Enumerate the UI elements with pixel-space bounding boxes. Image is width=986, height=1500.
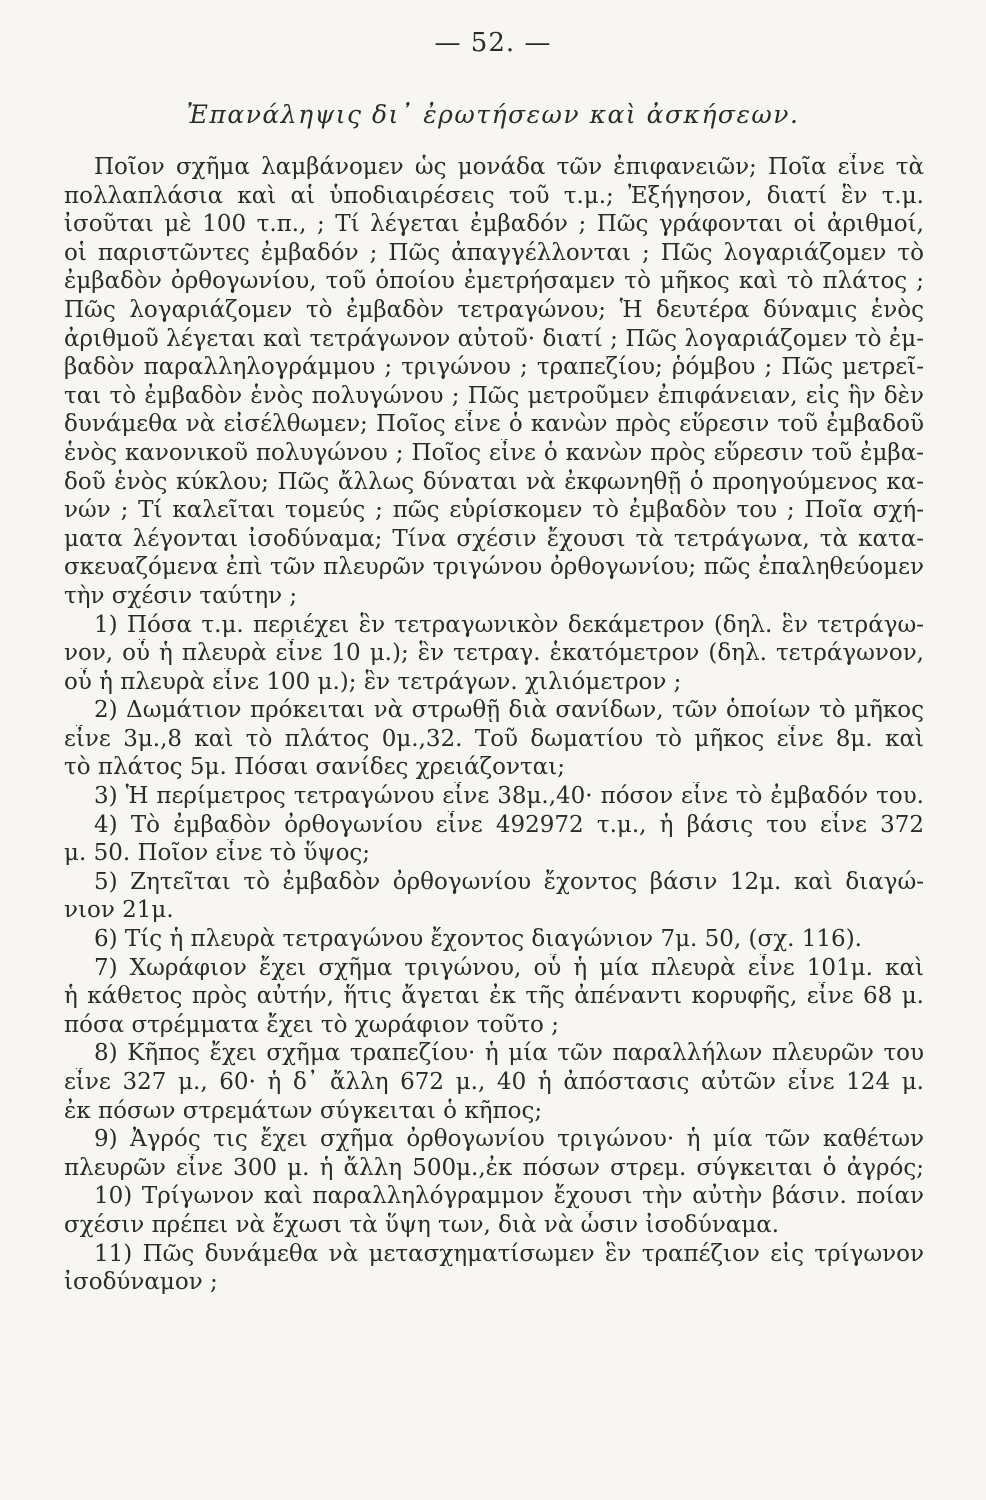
exercise-line: πόσα στρέμματα ἔχει τὸ χωράφιον τοῦτο ;: [64, 1011, 559, 1038]
exercise-line: 8) Κῆπος ἔχει σχῆμα τραπεζίου· ἡ μία τῶν παραλλήλων πλευρῶν του: [94, 1040, 924, 1067]
text-line: δυνάμεθα νὰ εἰσέλθωμεν; Ποῖος εἶνε ὁ κανὼν πρὸς εὕρεσιν τοῦ ἐμβαδοῦ: [64, 411, 924, 438]
text-line: ἑνὸς κανονικοῦ πολυγώνου ; Ποῖος εἶνε ὁ κανὼν πρὸς εὕρεσιν τοῦ ἐμβα-: [64, 439, 924, 466]
text-line: Ποῖον σχῆμα λαμβάνομεν ὡς μονάδα τῶν ἐπιφανειῶν; Ποῖα εἶνε τὰ: [94, 154, 924, 180]
exercise-line: 5) Ζητεῖται τὸ ἐμβαδὸν ὀρθογωνίου ἔχοντος βάσιν 12μ. καὶ διαγώ-: [94, 868, 924, 895]
text-line: πολλαπλάσια καὶ αἱ ὑποδιαιρέσεις τοῦ τ.μ.; Ἐξήγησον, διατί ἓν τ.μ.: [64, 182, 924, 209]
exercise-line: 11) Πῶς δυνάμεθα νὰ μετασχηματίσωμεν ἓν τραπέζιον εἰς τρίγωνον: [94, 1240, 924, 1267]
exercise-line: 1) Πόσα τ.μ. περιέχει ἓν τετραγωνικὸν δεκάμετρον (δηλ. ἓν τετράγω-: [94, 611, 924, 638]
text-line: σκευαζόμενα ἐπὶ τῶν πλευρῶν τριγώνου ὀρθογωνίου; πῶς ἐπαληθεύομεν: [64, 554, 924, 581]
text-line: βαδὸν παραλληλογράμμου ; τριγώνου ; τραπεζίου; ῥόμβου ; Πῶς μετρεῖ-: [64, 354, 924, 381]
exercise-line: οὗ ἡ πλευρὰ εἶνε 100 μ.); ἓν τετράγων. χιλιόμετρον ;: [64, 668, 682, 695]
page-number: — 52. —: [434, 28, 552, 58]
text-line: ται τὸ ἐμβαδὸν ἑνὸς πολυγώνου ; Πῶς μετροῦμεν ἐπιφάνειαν, εἰς ἣν δὲν: [64, 382, 924, 409]
exercise-line: εἶνε 327 μ., 60· ἡ δ᾽ ἄλλη 672 μ., 40 ἡ ἀπόστασις αὐτῶν εἶνε 124 μ.: [64, 1069, 924, 1095]
exercise-line: νον, οὗ ἡ πλευρὰ εἶνε 10 μ.); ἓν τετραγ. ἑκατόμετρον (δηλ. τετράγωνον,: [64, 640, 924, 667]
exercise-line: ἡ κάθετος πρὸς αὐτήν, ἥτις ἄγεται ἐκ τῆς ἀπέναντι κορυφῆς, εἶνε 68 μ.: [64, 983, 924, 1010]
text-line: τὴν σχέσιν ταύτην ;: [64, 582, 298, 609]
exercise-line: σχέσιν πρέπει νὰ ἔχωσι τὰ ὕψη των, διὰ νὰ ὦσιν ἰσοδύναμα.: [64, 1211, 780, 1238]
exercise-line: 6) Τίς ἡ πλευρὰ τετραγώνου ἔχοντος διαγώνιον 7μ. 50, (σχ. 116).: [94, 926, 862, 953]
text-line: οἱ παριστῶντες ἐμβαδόν ; Πῶς ἀπαγγέλλονται ; Πῶς λογαριάζομεν τὸ: [64, 239, 924, 266]
body-text: [64, 153, 924, 1297]
exercise-line: ἐκ πόσων στρεμάτων σύγκειται ὁ κῆπος;: [64, 1097, 543, 1124]
exercise-line: 3) Ἡ περίμετρος τετραγώνου εἶνε 38μ.,40· πόσον εἶνε τὸ ἐμβαδόν του.: [94, 783, 924, 810]
exercise-line: 7) Χωράφιον ἔχει σχῆμα τριγώνου, οὗ ἡ μία πλευρὰ εἶνε 101μ. καὶ: [94, 954, 924, 981]
text-line: ἀριθμοῦ λέγεται καὶ τετράγωνον αὐτοῦ· διατί ; Πῶς λογαριάζομεν τὸ ἐμ-: [64, 325, 924, 352]
exercise-line: τὸ πλάτος 5μ. Πόσαι σανίδες χρειάζονται;: [64, 754, 565, 781]
exercise-line: 2) Δωμάτιον πρόκειται νὰ στρωθῇ διὰ σανίδων, τῶν ὁποίων τὸ μῆκος: [94, 697, 924, 724]
exercise-line: μ. 50. Ποῖον εἶνε τὸ ὕψος;: [64, 840, 371, 867]
exercise-line: πλευρῶν εἶνε 300 μ. ἡ ἄλλη 500μ.,ἐκ πόσων στρεμ. σύγκειται ὁ ἀγρός;: [64, 1154, 924, 1181]
text-line: δοῦ ἑνὸς κύκλου; Πῶς ἄλλως δύναται νὰ ἐκφωνηθῇ ὁ προηγούμενος κα-: [64, 468, 924, 495]
text-line: ματα λέγονται ἰσοδύναμα; Τίνα σχέσιν ἔχουσι τὰ τετράγωνα, τὰ κατα-: [64, 525, 924, 552]
exercise-line: ἰσοδύναμον ;: [64, 1269, 218, 1296]
section-heading: Ἐπανάληψις δι᾽ ἐρωτήσεων καὶ ἀσκήσεων.: [186, 100, 800, 129]
exercise-line: 9) Ἀγρός τις ἔχει σχῆμα ὀρθογωνίου τριγώνου· ἡ μία τῶν καθέτων: [94, 1126, 924, 1153]
text-line: ἰσοῦται μὲ 100 τ.π., ; Τί λέγεται ἐμβαδόν ; Πῶς γράφονται οἱ ἀριθμοί,: [64, 211, 924, 238]
text-line: Πῶς λογαριάζομεν τὸ ἐμβαδὸν τετραγώνου; Ἡ δευτέρα δύναμις ἑνὸς: [64, 296, 924, 323]
exercise-line: 10) Τρίγωνον καὶ παραλληλόγραμμον ἔχουσι τὴν αὐτὴν βάσιν. ποίαν: [94, 1183, 924, 1210]
text-line: ἐμβαδὸν ὀρθογωνίου, τοῦ ὁποίου ἐμετρήσαμεν τὸ μῆκος καὶ τὸ πλάτος ;: [64, 268, 924, 295]
exercise-line: εἶνε 3μ.,8 καὶ τὸ πλάτος 0μ.,32. Τοῦ δωματίου τὸ μῆκος εἶνε 8μ. καὶ: [64, 725, 924, 752]
exercise-line: νιον 21μ.: [64, 897, 174, 924]
text-line: νών ; Τί καλεῖται τομεύς ; πῶς εὑρίσκομεν τὸ ἐμβαδὸν του ; Ποῖα σχή-: [64, 497, 924, 524]
exercise-line: 4) Τὸ ἐμβαδὸν ὀρθογωνίου εἶνε 492972 τ.μ., ἡ βάσις του εἶνε 372: [94, 811, 924, 838]
